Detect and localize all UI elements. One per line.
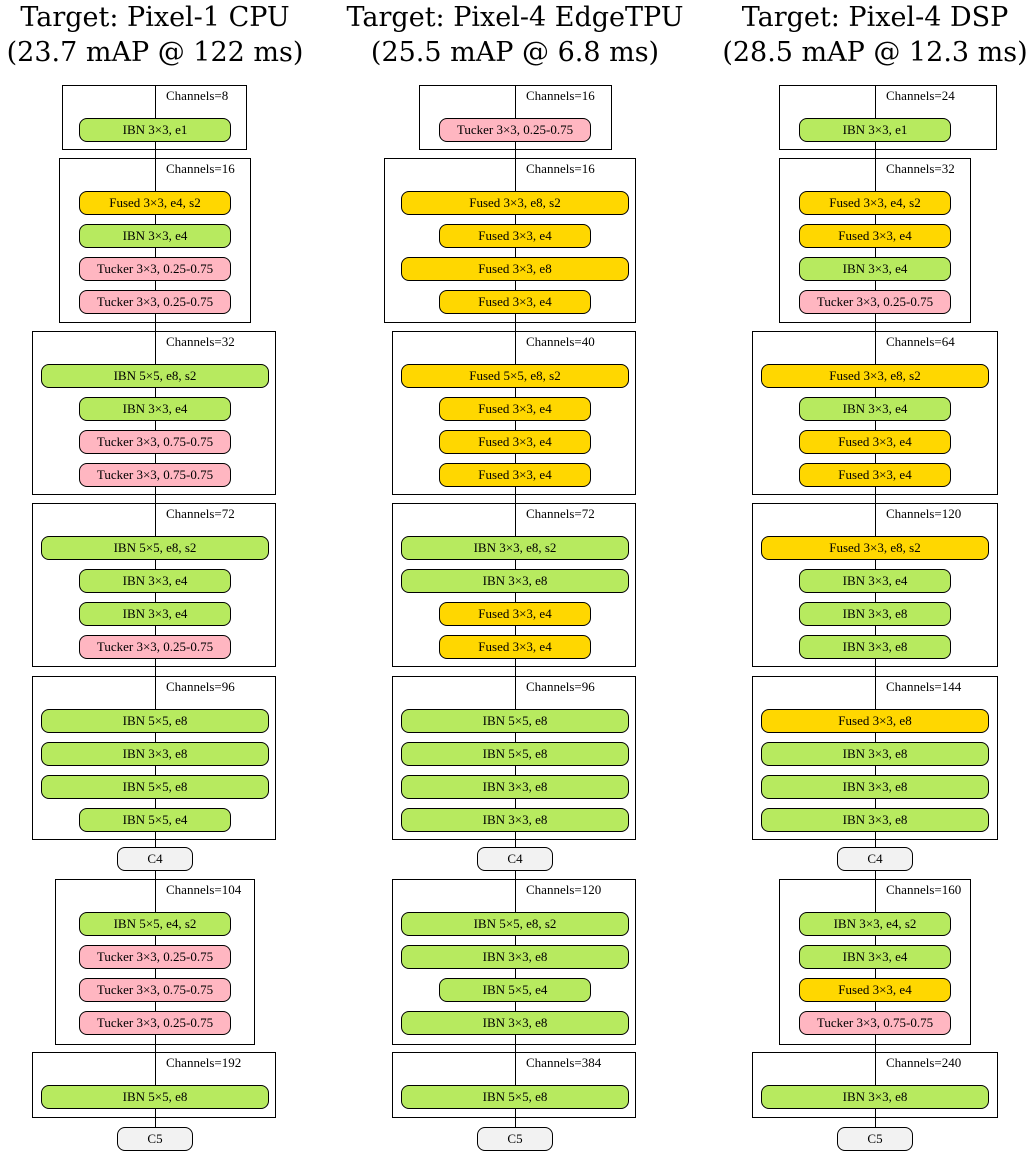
ibn-block: IBN 3×3, e4: [79, 602, 231, 626]
ibn-block: IBN 3×3, e8: [799, 602, 951, 626]
channels-label: Channels=96: [526, 679, 595, 694]
stage-box: [779, 158, 971, 323]
ibn-block: IBN 3×3, e8: [799, 635, 951, 659]
ibn-block: IBN 3×3, e4: [799, 397, 951, 421]
output-node-c5: C5: [117, 1127, 193, 1151]
ibn-block: IBN 3×3, e8: [761, 808, 989, 832]
fused-block: Fused 3×3, e4: [439, 635, 591, 659]
stage-box: [419, 85, 612, 150]
stage-box: [59, 158, 251, 323]
channels-label: Channels=40: [526, 334, 595, 349]
stage-box: [752, 503, 998, 667]
stage-box: [752, 1052, 998, 1118]
stage-box: [32, 676, 276, 840]
ibn-block: IBN 5×5, e8: [401, 742, 629, 766]
column-title-line-2: (28.5 mAP @ 12.3 ms): [722, 37, 1028, 68]
tucker-block: Tucker 3×3, 0.75-0.75: [79, 978, 231, 1002]
channels-label: Channels=24: [886, 88, 955, 103]
fused-block: Fused 3×3, e4: [439, 290, 591, 314]
tucker-block: Tucker 3×3, 0.25-0.75: [79, 290, 231, 314]
channels-label: Channels=384: [526, 1055, 602, 1070]
tucker-block: Tucker 3×3, 0.25-0.75: [79, 635, 231, 659]
channels-label: Channels=104: [166, 882, 242, 897]
fused-block: Fused 3×3, e4: [439, 602, 591, 626]
ibn-block: IBN 5×5, e4: [439, 978, 591, 1002]
channels-label: Channels=32: [166, 334, 235, 349]
ibn-block: IBN 3×3, e8: [401, 569, 629, 593]
ibn-block: IBN 3×3, e8: [401, 808, 629, 832]
ibn-block: IBN 3×3, e4: [799, 945, 951, 969]
output-node-c4: C4: [837, 847, 913, 871]
channels-label: Channels=72: [166, 506, 235, 521]
ibn-block: IBN 3×3, e8: [401, 1011, 629, 1035]
fused-block: Fused 3×3, e4: [799, 430, 951, 454]
fused-block: Fused 3×3, e4, s2: [79, 191, 231, 215]
ibn-block: IBN 3×3, e8, s2: [401, 536, 629, 560]
stage-box: [392, 331, 636, 495]
column-title-line-1: Target: Pixel-4 DSP: [741, 2, 1009, 33]
column-title-line-1: Target: Pixel-1 CPU: [20, 2, 290, 33]
stage-box: [392, 1052, 636, 1118]
ibn-block: IBN 5×5, e8: [41, 709, 269, 733]
tucker-block: Tucker 3×3, 0.25-0.75: [439, 118, 591, 142]
ibn-block: IBN 3×3, e8: [761, 742, 989, 766]
ibn-block: IBN 5×5, e8: [401, 709, 629, 733]
stage-box: [32, 503, 276, 667]
channels-label: Channels=64: [886, 334, 955, 349]
channels-label: Channels=16: [526, 161, 595, 176]
ibn-block: IBN 3×3, e4: [79, 224, 231, 248]
fused-block: Fused 3×3, e4: [439, 224, 591, 248]
ibn-block: IBN 5×5, e8, s2: [401, 912, 629, 936]
output-node-c4: C4: [117, 847, 193, 871]
ibn-block: IBN 3×3, e8: [761, 1085, 989, 1109]
fused-block: Fused 3×3, e4: [799, 224, 951, 248]
stage-box: [752, 331, 998, 495]
column-title-line-1: Target: Pixel-4 EdgeTPU: [346, 2, 684, 33]
column-title-line-2: (23.7 mAP @ 122 ms): [6, 37, 304, 68]
ibn-block: IBN 3×3, e4: [799, 569, 951, 593]
fused-block: Fused 3×3, e8, s2: [761, 536, 989, 560]
ibn-block: IBN 5×5, e4: [79, 808, 231, 832]
channels-label: Channels=144: [886, 679, 962, 694]
channels-label: Channels=32: [886, 161, 955, 176]
stage-box: [392, 503, 636, 667]
channels-label: Channels=120: [886, 506, 962, 521]
ibn-block: IBN 3×3, e4: [799, 257, 951, 281]
fused-block: Fused 3×3, e4: [439, 397, 591, 421]
channels-label: Channels=16: [166, 161, 235, 176]
tucker-block: Tucker 3×3, 0.75-0.75: [799, 1011, 951, 1035]
ibn-block: IBN 5×5, e8, s2: [41, 536, 269, 560]
tucker-block: Tucker 3×3, 0.25-0.75: [79, 945, 231, 969]
fused-block: Fused 3×3, e4: [799, 463, 951, 487]
channels-label: Channels=120: [526, 882, 602, 897]
ibn-block: IBN 3×3, e4: [79, 397, 231, 421]
ibn-block: IBN 3×3, e8: [401, 775, 629, 799]
ibn-block: IBN 5×5, e8, s2: [41, 364, 269, 388]
channels-label: Channels=16: [526, 88, 595, 103]
ibn-block: IBN 3×3, e1: [799, 118, 951, 142]
channels-label: Channels=160: [886, 882, 962, 897]
output-node-c5: C5: [477, 1127, 553, 1151]
fused-block: Fused 3×3, e4: [439, 430, 591, 454]
stage-box: [392, 879, 636, 1045]
output-node-c5: C5: [837, 1127, 913, 1151]
stage-box: [779, 85, 997, 150]
fused-block: Fused 3×3, e8: [401, 257, 629, 281]
fused-block: Fused 3×3, e8, s2: [401, 191, 629, 215]
fused-block: Fused 3×3, e4: [799, 978, 951, 1002]
ibn-block: IBN 5×5, e8: [41, 775, 269, 799]
stage-box: [32, 1052, 276, 1118]
stage-box: [32, 331, 276, 495]
ibn-block: IBN 3×3, e8: [41, 742, 269, 766]
fused-block: Fused 3×3, e8: [761, 709, 989, 733]
channels-label: Channels=192: [166, 1055, 242, 1070]
stage-box: [384, 158, 636, 323]
ibn-block: IBN 3×3, e4, s2: [799, 912, 951, 936]
fused-block: Fused 3×3, e8, s2: [761, 364, 989, 388]
channels-label: Channels=72: [526, 506, 595, 521]
fused-block: Fused 5×5, e8, s2: [401, 364, 629, 388]
channels-label: Channels=8: [166, 88, 229, 103]
ibn-block: IBN 5×5, e4, s2: [79, 912, 231, 936]
ibn-block: IBN 3×3, e1: [79, 118, 231, 142]
tucker-block: Tucker 3×3, 0.25-0.75: [799, 290, 951, 314]
tucker-block: Tucker 3×3, 0.75-0.75: [79, 463, 231, 487]
channels-label: Channels=240: [886, 1055, 962, 1070]
stage-box: [55, 879, 255, 1045]
ibn-block: IBN 5×5, e8: [41, 1085, 269, 1109]
fused-block: Fused 3×3, e4, s2: [799, 191, 951, 215]
output-node-c4: C4: [477, 847, 553, 871]
channels-label: Channels=96: [166, 679, 235, 694]
stage-box: [62, 85, 247, 150]
ibn-block: IBN 3×3, e4: [79, 569, 231, 593]
stage-box: [392, 676, 636, 840]
tucker-block: Tucker 3×3, 0.25-0.75: [79, 1011, 231, 1035]
stage-box: [752, 676, 998, 840]
column-title-line-2: (25.5 mAP @ 6.8 ms): [370, 37, 660, 68]
ibn-block: IBN 3×3, e8: [401, 945, 629, 969]
ibn-block: IBN 3×3, e8: [761, 775, 989, 799]
tucker-block: Tucker 3×3, 0.75-0.75: [79, 430, 231, 454]
stage-box: [779, 879, 971, 1045]
tucker-block: Tucker 3×3, 0.25-0.75: [79, 257, 231, 281]
ibn-block: IBN 5×5, e8: [401, 1085, 629, 1109]
fused-block: Fused 3×3, e4: [439, 463, 591, 487]
